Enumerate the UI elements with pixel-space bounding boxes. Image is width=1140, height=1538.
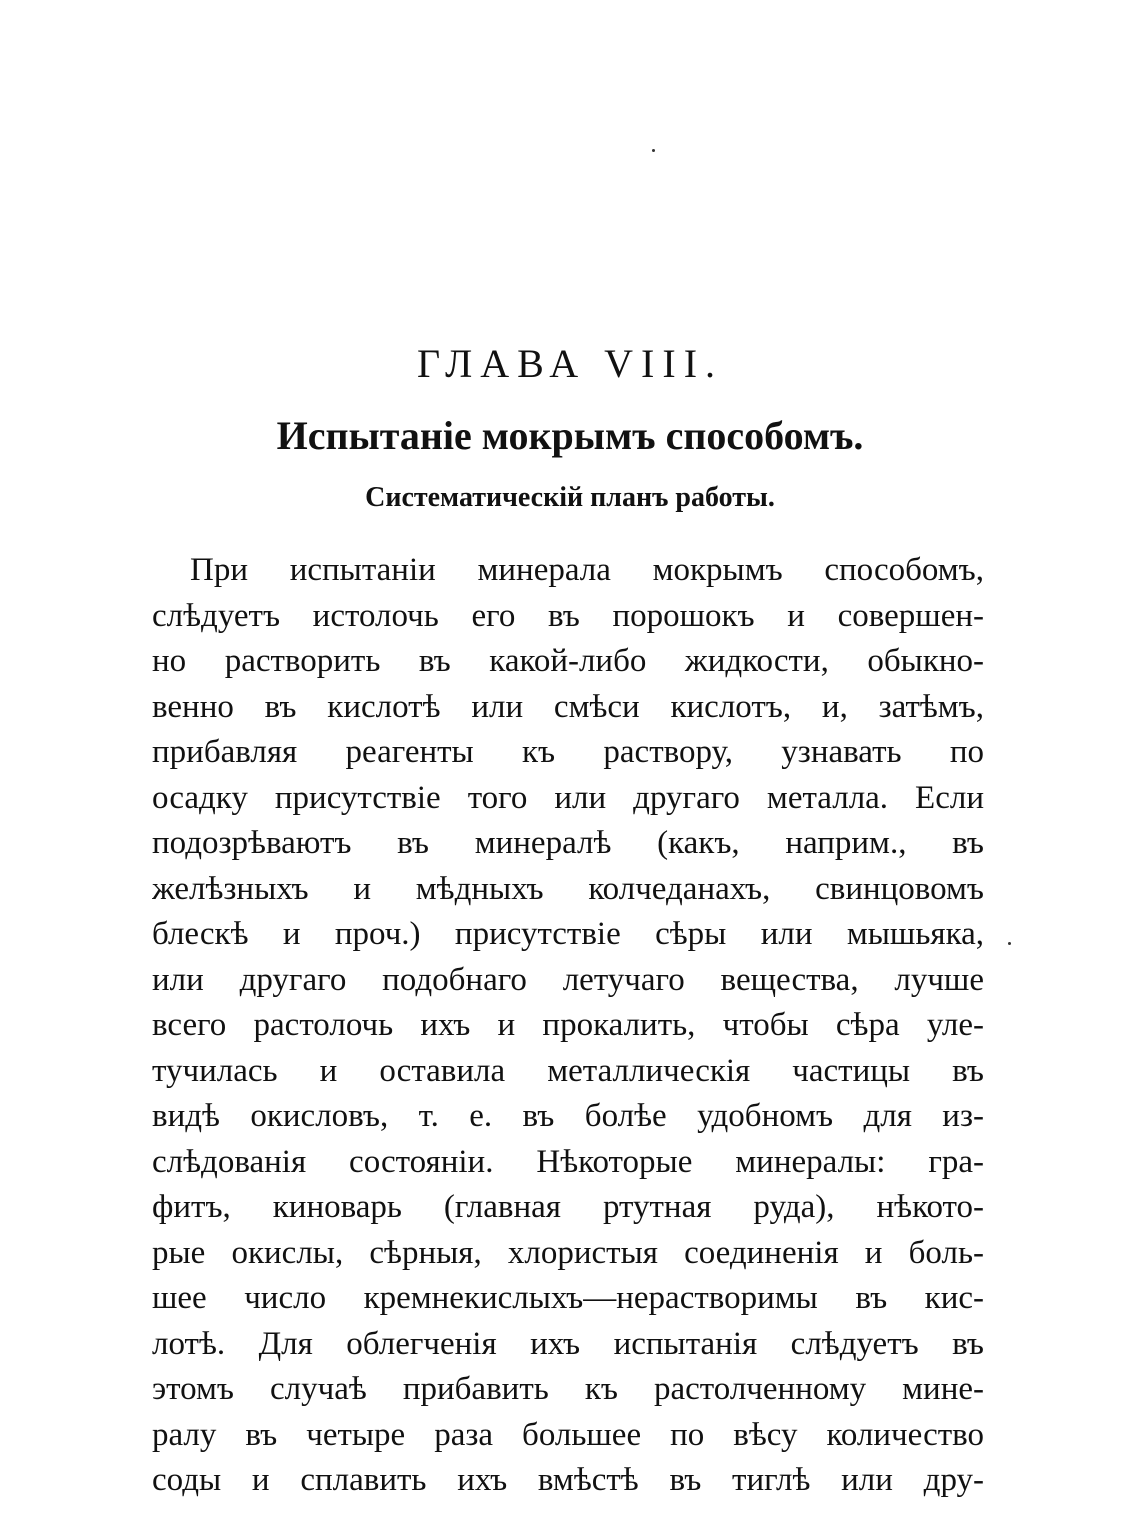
- text-line: При испытаніи минерала мокрымъ способомъ,: [190, 552, 984, 588]
- text-line: шее число кремнекислыхъ—нерастворимы въ кис-: [152, 1280, 984, 1316]
- text-line: рые окислы, сѣрныя, хлористыя соединенія и боль-: [152, 1234, 984, 1271]
- text-line: фитъ, киноварь (главная ртутная руда), нѣкото-: [152, 1189, 984, 1225]
- chapter-title: Испытаніе мокрымъ способомъ.: [276, 413, 864, 458]
- text-line: прибавляя реагенты къ раствору, узнавать по: [152, 734, 984, 770]
- text-line: осадку присутствіе того или другаго металла. Если: [152, 779, 984, 816]
- print-speck: [652, 149, 655, 152]
- text-line: всего растолочь ихъ и прокалить, чтобы сѣра уле-: [152, 1007, 984, 1043]
- text-line: венно въ кислотѣ или смѣси кислотъ, и, затѣмъ,: [152, 688, 984, 725]
- text-line: видѣ окисловъ, т. е. въ болѣе удобномъ для из-: [152, 1098, 984, 1134]
- text-line: лотѣ. Для облегченія ихъ испытанія слѣдуетъ въ: [152, 1325, 984, 1362]
- text-line: слѣдованія состояніи. Нѣкоторые минералы: гра-: [152, 1143, 984, 1180]
- body-paragraph: [152, 548, 984, 1504]
- chapter-label: ГЛАВА VIII.: [416, 341, 724, 386]
- text-line: но растворить въ какой-либо жидкости, обыкно-: [152, 643, 984, 679]
- text-line: блескѣ и проч.) присутствіе сѣры или мышьяка,: [152, 916, 984, 952]
- text-line: этомъ случаѣ прибавить къ растолченному мине-: [152, 1371, 984, 1407]
- text-line: тучилась и оставила металлическія частицы въ: [152, 1052, 984, 1089]
- text-line: соды и сплавить ихъ вмѣстѣ въ тиглѣ или дру-: [152, 1462, 984, 1498]
- print-speck: [1008, 942, 1011, 945]
- text-line: или другаго подобнаго летучаго вещества, лучше: [152, 961, 984, 998]
- text-line: слѣдуетъ истолочь его въ порошокъ и совершен-: [152, 597, 984, 634]
- section-subtitle: Систематическій планъ работы.: [365, 482, 775, 513]
- text-line: подозрѣваютъ въ минералѣ (какъ, наприм., въ: [152, 825, 984, 861]
- text-line: желѣзныхъ и мѣдныхъ колчеданахъ, свинцовомъ: [152, 870, 984, 907]
- text-line: ралу въ четыре раза большее по вѣсу количество: [152, 1416, 984, 1453]
